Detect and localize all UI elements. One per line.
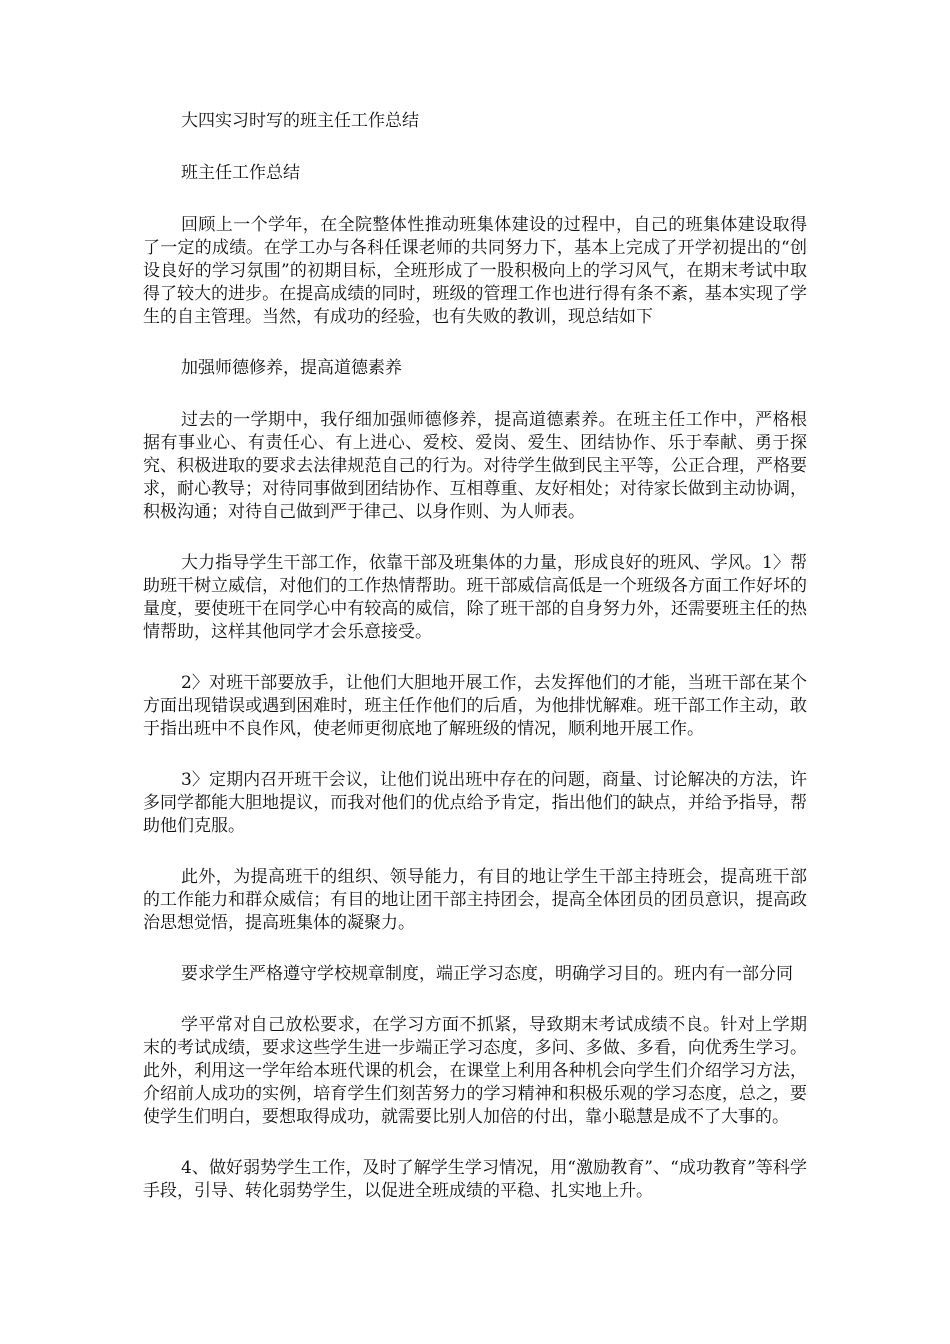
document-page [143, 110, 807, 1231]
document-title: 大四实习时写的班主任工作总结 [181, 111, 419, 131]
paragraph-cadre-trust: 2〉对班干部要放手，让他们大胆地开展工作，去发挥他们的才能，当班干部在某个方面出现错误或遇到困难时，班主任作他们的后盾，为他排忧解难。班干部工作主动，敢于指出班中不良作风，使老师更彻底地了解班级的情况，顺利地开展工作。 [143, 673, 807, 739]
paragraph-leadership: 此外，为提高班干的组织、领导能力，有目的地让学生干部主持班会，提高班干部的工作能力和群众威信；有目的地让团干部主持团会，提高全体团员的团员意识，提高政治思想觉悟，提高班集体的凝聚力。 [143, 867, 807, 933]
paragraph-cadre-guidance: 大力指导学生干部工作，依靠干部及班集体的力量，形成良好的班风、学风。1〉帮助班干树立威信，对他们的工作热情帮助。班干部威信高低是一个班级各方面工作好坏的量度，要使班干在同学心中有较高的威信，除了班干部的自身努力外，还需要班主任的热情帮助，这样其他同学才会乐意接受。 [143, 553, 807, 642]
paragraph-cadre-meetings: 3〉定期内召开班干会议，让他们说出班中存在的问题，商量、讨论解决的方法，许多同学都能大胆地提议，而我对他们的优点给予肯定，指出他们的缺点，并给予指导，帮助他们克服。 [143, 770, 807, 836]
paragraph-ethics: 过去的一学期中，我仔细加强师德修养，提高道德素养。在班主任工作中，严格根据有事业心、有责任心、有上进心、爱校、爱岗、爱生、团结协作、乐于奉献、勇于探究、积极进取的要求去法律规范自己的行为。对待学生做到民主平等，公正合理，严格要求，耐心教导；对待同事做到团结协作、互相尊重、友好相处；对待家长做到主动协调，积极沟通；对待自己做到严于律己、以身作则、为人师表。 [143, 410, 807, 522]
document-subtitle: 班主任工作总结 [181, 163, 300, 183]
paragraph-discipline: 要求学生严格遵守学校规章制度，端正学习态度，明确学习目的。班内有一部分同 [181, 964, 793, 984]
paragraph-weak-students: 4、做好弱势学生工作，及时了解学生学习情况，用“激励教育”、“成功教育”等科学手段，引导、转化弱势学生，以促进全班成绩的平稳、扎实地上升。 [143, 1158, 807, 1201]
paragraph-study-attitude: 学平常对自己放松要求，在学习方面不抓紧，导致期末考试成绩不良。针对上学期末的考试成绩，要求这些学生进一步端正学习态度，多问、多做、多看，向优秀生学习。此外，利用这一学年给本班代课的机会，在课堂上利用各种机会向学生们介绍学习方法，介绍前人成功的实例，培育学生们刻苦努力的学习精神和积极乐观的学习态度，总之，要使学生们明白，要想取得成功，就需要比别人加倍的付出，靠小聪慧是成不了大事的。 [143, 1015, 807, 1127]
paragraph-review: 回顾上一个学年，在全院整体性推动班集体建设的过程中，自己的班集体建设取得了一定的成绩。在学工办与各科任课老师的共同努力下，基本上完成了开学初提出的“创设良好的学习氛围”的初期目标，全班形成了一股积极向上的学习风气，在期末考试中取得了较大的进步。在提高成绩的同时，班级的管理工作也进行得有条不紊，基本实现了学生的自主管理。当然，有成功的经验，也有失败的教训，现总结如下 [143, 215, 807, 327]
section-heading-ethics: 加强师德修养，提高道德素养 [181, 358, 402, 378]
